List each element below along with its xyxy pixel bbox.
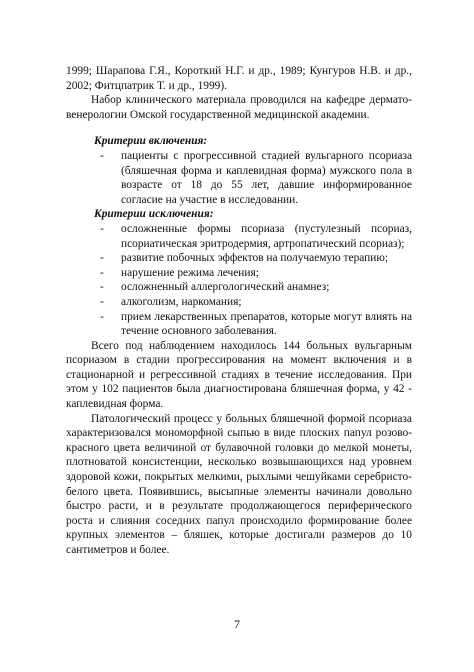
page-number: 7	[234, 617, 240, 631]
list-marker: -	[100, 281, 104, 294]
list-item	[66, 222, 412, 251]
list-marker: -	[100, 222, 104, 235]
inclusion-list	[66, 149, 412, 207]
exclusion-heading: Критерии исключения:	[94, 208, 214, 221]
list-item	[66, 295, 412, 310]
list-item-text: пациенты с прогрессивной стадией вульгарного псориаза (бляшечная форма и каплевидная форма) мужского пола в возрасте от 18 до 55 лет, давшие информированное согласие на участие в исследовании.	[121, 149, 412, 206]
list-item	[66, 251, 412, 266]
page-body	[66, 64, 412, 558]
list-item-text: осложненный аллергологический анамнез;	[121, 281, 330, 294]
list-item-text: осложненные формы псориаза (пустулезный псориаз, псориатическая эритродермия, артропатический псориаз);	[121, 222, 412, 250]
list-item-text: прием лекарственных препаратов, которые могут влиять на течение основного заболевания.	[121, 310, 412, 338]
list-item	[66, 149, 412, 207]
paragraph-patients: Всего под наблюдением находилось 144 больных вульгарным псориазом в стадии прогрессирования на момент включения и в стационарной и регрессивной стадиях в течение исследования. При этом у 102 пациентов была диагностирована бляшечная форма, у 42 - каплевидная форма.	[66, 339, 412, 411]
list-marker: -	[100, 295, 104, 308]
paragraph-citations: 1999; Шарапова Г.Я., Короткий Н.Г. и др., 1989; Кунгуров Н.В. и др., 2002; Фитцпатрик Т. и др., 1999).	[66, 65, 412, 92]
inclusion-heading: Критерии включения:	[94, 135, 208, 148]
list-item-text: развитие побочных эффектов на получаемую терапию;	[121, 252, 389, 265]
list-item	[66, 266, 412, 281]
list-item	[66, 310, 412, 339]
list-marker: -	[100, 149, 104, 162]
list-item-text: алкоголизм, наркомания;	[121, 295, 242, 308]
list-marker: -	[100, 310, 104, 323]
list-item-text: нарушение режима лечения;	[121, 266, 259, 279]
list-marker: -	[100, 266, 104, 279]
exclusion-list	[66, 222, 412, 339]
list-marker: -	[100, 252, 104, 265]
paragraph-pathology: Патологический процесс у больных бляшечной формой псориаза характеризовался мономорфной сыпью в виде плоских папул розово-красного цвета величиной от булавочной головки до мелкой монеты, плотноватой консистенции, несколько возвышающихся над уровнем здоровой кожи, покрытых мелкими, рыхлыми чешуйками серебристо-белого цвета. Появившись, высыпные элементы начинали довольно быстро расти, и в результате продолжающегося периферического роста и слияния соседних папул происходило формирование более крупных элементов – бляшек, которые достигали размеров до 10 сантиметров и более.	[66, 412, 412, 556]
paragraph-material: Набор клинического материала проводился на кафедре дермато-венерологии Омской государственной медицинской академии.	[66, 94, 412, 121]
list-item	[66, 280, 412, 295]
